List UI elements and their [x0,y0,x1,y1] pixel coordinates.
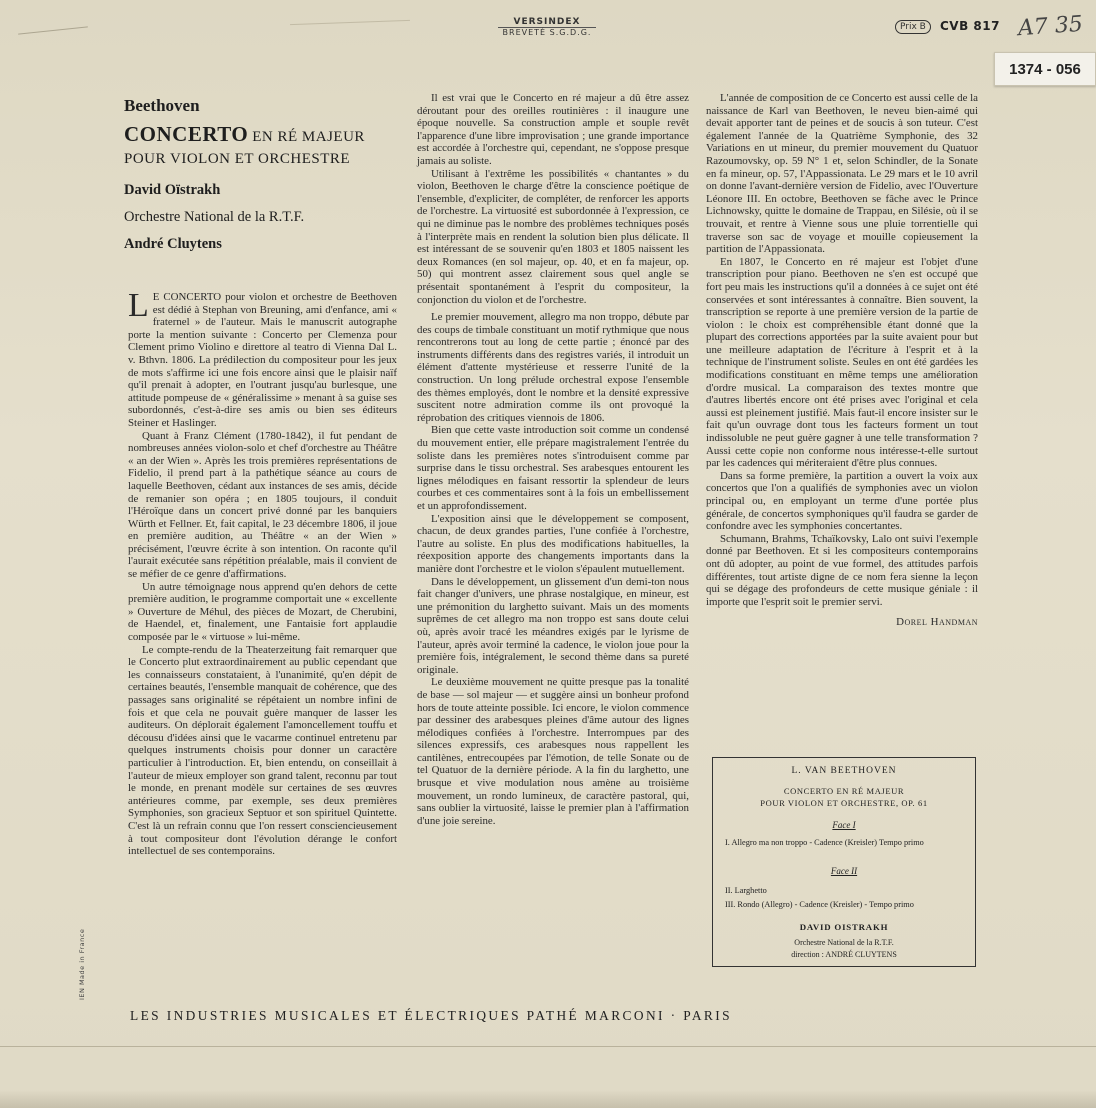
tracklist-subtitle: POUR VIOLON ET ORCHESTRE, OP. 61 [760,798,928,808]
notes-column-1 [128,287,397,858]
work-title-concerto: CONCERTO [124,122,249,146]
sleeve-edge-shadow [0,1090,1096,1108]
notes-column-3 [706,92,978,629]
notes-paragraph: En 1807, le Concerto en ré majeur est l'objet d'une transcription pour piano. Beethoven ne s'en est occupé que fort peu mais les instructions qu'il a données à ce sujet ont été conservées et sont intéressantes à connaître. Bien souvent, la transcription se reporte à une première version de la partie de violon : le choix est compréhensible étant donné que la plupart des corrections apportées par la suite avaient pour but une meilleure adaptation de l'écriture à l'esprit et à la technique de l'instrument soliste. Seules en ont été gardées les modifications constituant en même temps une amélioration d'ordre musical. La comparaison des textes montre que d'autres libertés encore ont été prises avec l'original et cela aussi est pleinement justifié. Mais faut-il encore insister sur le fait qu'un ouvrage dont tous les facteurs forment un tout indissoluble ne peut guère gagner à une telle transformation ? Aussi cette copie non conforme nous intéresse-t-elle surtout par les cadences qui mériteraient d'être plus connues. [706,255,978,470]
tracklist-composer: L. VAN BEETHOVEN [791,766,897,776]
track-item: II. Larghetto [725,886,767,895]
brevete-label: BREVETÉ S.G.D.G. [502,28,592,37]
soloist-name: David Oïstrakh [124,182,221,198]
notes-text: E CONCERTO pour violon et orchestre de Beethoven est dédié à Stephan von Breuning, ami d'enfance, ami « fraternel » de l'auteur. Mais le manuscrit autographe porte la mention suivante : Concerto per Clemenza pour Clement primo Violino e direttore al teatro di Vienna Dal L. v. Bthvn. 1806. La prédilection du compositeur pour les jeux de mots s'affirme ici une fois encore ainsi que le plaisir naïf qu'il prenait à adopter, en l'outrant jusqu'au burlesque, une attitude pompeuse de « généralissime » menant à sa guise ses subordonnés, c'est-à-dire ses amis ou bien ses éditeurs Steiner et Haslinger. [128,291,397,429]
price-badge: Prix B [895,20,931,34]
face-2-label: Face II [830,866,858,876]
tracklist-title: CONCERTO EN RÉ MAJEUR [783,786,905,796]
notes-paragraph: Utilisant à l'extrême les possibilités « chantantes » du violon, Beethoven le charge d'être la conscience poétique de l'ensemble, d'expliciter, de compléter, de renforcer les apports de l'orchestre. La virtuosité est subordonnée à l'expression, ce qui ne diminue pas le nombre des problèmes techniques posés à l'interprète mais en rendent la solution bien plus délicate. Il est intéressant de se souvenir qu'en 1803 et 1805 naissent les deux Romances (en sol majeur, op. 40, et en fa majeur, op. 50) qui montrent assez clairement sous quel angle se présentait spontanément à l'esprit du compositeur, la conjonction du violon et de l'orchestre. [417,167,689,306]
composer-name: Beethoven [124,96,200,115]
notes-paragraph: Un autre témoignage nous apprend qu'en dehors de cette première audition, le programme comportait une « excellente » Ouverture de Méhul, des pièces de Mozart, de Cherubini, de Haendel, et, finalement, une Fantaisie fort applaudie composée par le « virtuose » lui-même. [128,580,397,644]
notes-paragraph: Bien que cette vaste introduction soit comme un condensé du mouvement entier, elle prépare magistralement l'entrée du soliste dans les premières notes s'introduisent comme par surprise dans le tissu orchestral. Ses arabesques entourent les lignes mélodiques en faisant ressortir la splendeur de leurs courbes et ces commentaires sont à la fois un embellissement et un approfondissement. [417,424,689,512]
notes-paragraph: L'exposition ainsi que le développement se composent, chacun, de deux grandes parties, l'une confiée à l'orchestre, l'autre au soliste. En plus des modifications habituelles, la réexposition apporte des changements importants dans la manière dont l'orchestre et le violon s'épaulent mutuellement. [417,512,689,575]
header-bar [0,11,1096,44]
face-1-label: Face I [832,820,856,830]
notes-paragraph: Le deuxième mouvement ne quitte presque pas la tonalité de base — sol majeur — et suggère ainsi un bonheur profond hors de toute atteinte possible. Ici encore, le violon commence par dessiner des arabesques pleines d'âme autour des lignes mélodiques confiées à l'orchestre. Interrompues par des silences expressifs, ces arabesques nous rappellent les cantilènes, entrecoupées par l'émotion, de telle Sonate ou de tel Quatuor de la dernière période. A la fin du larghetto, une brusque et vive modulation nous amène au troisième mouvement, un rondo lumineux, de caractère pastoral, qui, sans oublier la virtuosité, laisse le premier plan à l'affirmation d'une joie sereine. [417,676,689,827]
notes-paragraph: Schumann, Brahms, Tchaïkovsky, Lalo ont suivi l'exemple donné par Beethoven. Et si les compositeurs contemporains ont dû adopter, au point de vue formel, des attitudes parfois différentes, tout artiste digne de ce nom fera sienne la leçon qui se dégage des profondeurs de cette musique géniale : il importe que l'esprit soit le premier servi. [706,532,978,608]
author-signature: Dorel Handman [896,616,978,629]
tracklist-box [712,757,976,967]
versindex-label: VERSINDEX [498,17,596,28]
work-title-key: EN RÉ MAJEUR [252,129,365,145]
publisher-footer: LES INDUSTRIES MUSICALES ET ÉLECTRIQUES PATHÉ MARCONI · PARIS [130,1008,732,1023]
notes-paragraph [128,287,397,430]
notes-paragraph: L'année de composition de ce Concerto est aussi celle de la naissance de Karl van Beethoven, le neveu bien-aimé qui devait apporter tant de peines et de soucis à son tuteur. C'est également l'année de la Quatrième Symphonie, des 32 Variations en ut mineur, du premier mouvement du Quatuor Razoumovsky, op. 59 N° 1 et, selon Schindler, de la Sonate en fa mineur, op. 57, l'Appassionata. Le 29 mars et le 10 avril on donne l'avant-dernière version de Fidelio, avec l'Ouverture Léonore III. En octobre, Beethoven se fâche avec le Prince Lichnowsky, quitte le domaine de Trappau, en Silésie, où il se trouvait, et rentre à Vienne sous une pluie torrentielle qui traverse son sac de voyage et mouille copieusement la partition de l'Appassionata. [706,92,978,256]
track-item: III. Rondo (Allegro) - Cadence (Kreisler) - Tempo primo [725,900,914,909]
notes-paragraph: Dans sa forme première, la partition a ouvert la voix aux concertos que l'on a qualifiés de symphonies avec un violon principal ou, en employant un terme d'une portée plus générale, de concertos symphoniques qu'il faudra se garder de confondre avec les symphonies concertantes. [706,469,978,533]
work-title [124,122,414,147]
notes-paragraph: Il est vrai que le Concerto en ré majeur a dû être assez déroutant pour des oreilles routinières : il inaugure une époque nouvelle. Sa construction ample et souple revêt l'apparence d'une libre improvisation ; une grande importance est accordée à l'orchestre qui, cependant, ne s'oppose presque jamais au soliste. [417,92,689,167]
notes-paragraph: Quant à Franz Clément (1780-1842), il fut pendant de nombreuses années violon-solo et chef d'orchestre au Théâtre « an der Wien ». Après les trois premières représentations de Fidelio, il prend part à la pathétique séance au cours de laquelle Beethoven, cédant aux instances de ses amis, décide de remanier son opéra ; en 1805 toujours, il conduit l'Héroïque dans un concert privé donné par les banquiers Würth et Fellner. Et, fait capital, le 23 décembre 1806, il joue en première audition, au Théâtre « an der Wien » précisément, l'œuvre écrite à son intention. On raconte qu'il l'aurait exécutée sans répétition préalable, mais il convient de se méfier de ce genre d'affirmations. [128,429,397,581]
notes-paragraph: Le compte-rendu de la Theaterzeitung fait remarquer que le Concerto plut extraordinairement au public cependant que les connaisseurs constataient, à l'unanimité, qu'en dépit de certaines beautés, l'ensemble manquait de cohérence, que des passages sans originalité se répétaient un nombre infini de fois et que cela ne pouvait guère manquer de lasser les auditeurs. On déplorait également l'amoncellement touffu et décousu d'idées ainsi que le vacarme continuel entretenu par quelques instruments choisis pour donner un caractère particulier à l'introduction. Et, bien entendu, on conseillait à l'auteur de mieux employer son grand talent, reconnu par tout le monde, en prenant modèle sur certaines de ses œuvres antérieures comme, par exemple, ses deux premières Symphonies, son gracieux Septuor et son spirituel Quintette. C'est là un refrain connu que l'on ressert consciencieusement à tout compositeur dont l'évolution dérange le confort intellectuel de ses contemporains. [128,643,397,858]
catalog-number: CVB 817 [940,19,1000,33]
title-block [124,96,414,253]
notes-paragraph: Le premier mouvement, allegro ma non troppo, débute par des coups de timbale constituant un motif rythmique que nous rencontrerons tout au long de cette partie ; énoncé par des instruments différents dans des registres variés, il introduit un élément d'attente mystérieuse et resserre l'unité de la construction. Un long prélude orchestral expose l'ensemble des thèmes employés, dont le nombre et la densité expressive suscitent notre admiration comme ils ont provoqué la réprobation des critiques viennois de 1806. [417,311,689,424]
tracklist-artist: DAVID OISTRAKH [799,922,889,932]
orchestra-name: Orchestre National de la R.T.F. [124,209,305,225]
notes-paragraph: Dans le développement, un glissement d'un demi-ton nous fait changer d'univers, une phrase nostalgique, en mineur, est une prémonition du larghetto suivant. Mais un des moments suprêmes de cet allegro ma non troppo est sans doute celui où, après avoir tracé les méandres exigés par le lyrisme de l'auteur, après avoir terminé la cadence, le violon joue pour la première fois, intégralement, le second thème dans sa pureté originale. [417,575,689,676]
made-in-france-label: IEN Made in France [78,928,86,1000]
handwritten-note: A7 35 [1017,11,1084,42]
notes-column-2 [417,92,689,827]
work-subtitle: POUR VIOLON ET ORCHESTRE [124,151,351,167]
tracklist-orchestra: Orchestre National de la R.T.F. [794,938,894,947]
track-item: I. Allegro ma non troppo - Cadence (Kreisler) Tempo primo [725,838,924,847]
tracklist-direction: direction : ANDRÉ CLUYTENS [791,950,897,959]
versindex-stamp [498,17,596,38]
inventory-sticker: 1374 - 056 [994,52,1096,86]
drop-cap-letter: L [128,287,149,324]
sleeve-fold-line [0,1046,1096,1047]
conductor-name: André Cluytens [124,236,222,252]
